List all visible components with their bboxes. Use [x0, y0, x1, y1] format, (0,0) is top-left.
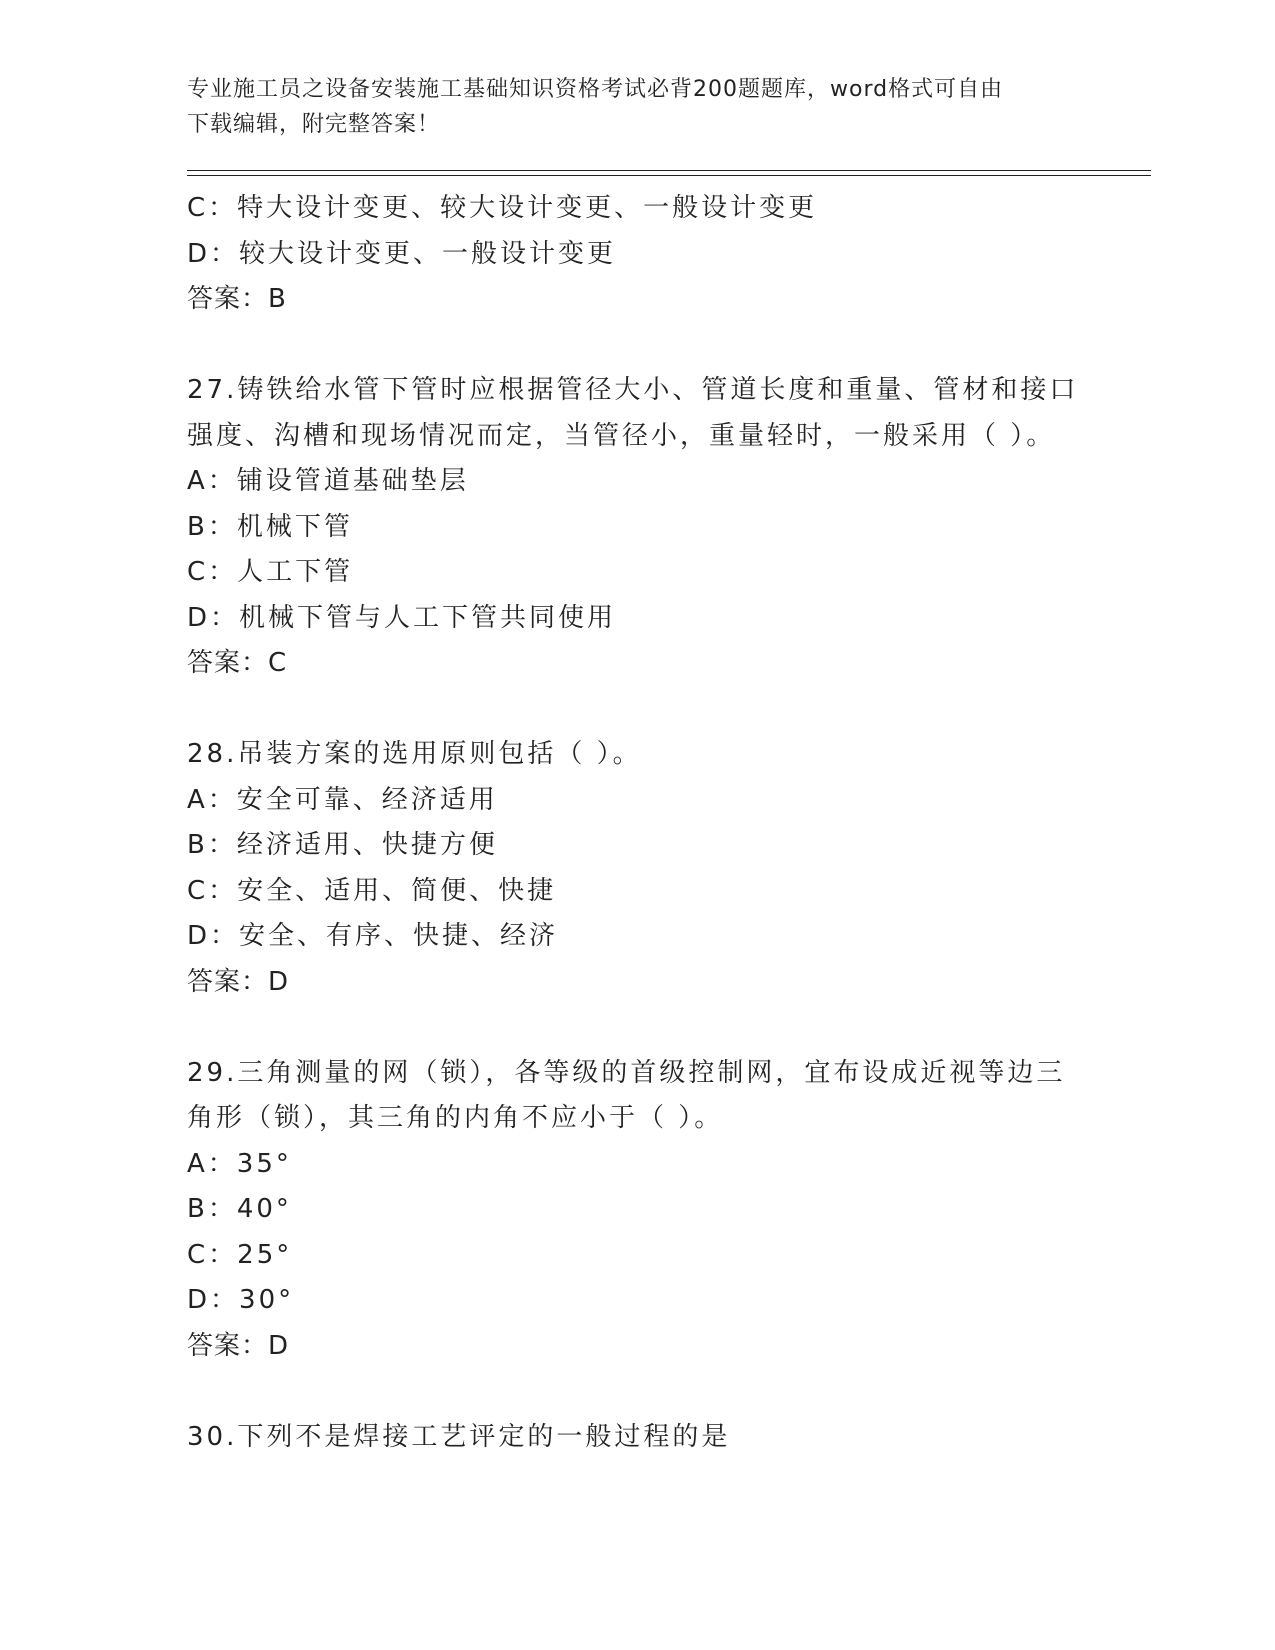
option-c: C：25°	[187, 1239, 293, 1270]
question-stem-line: 28.吊装方案的选用原则包括（ ）。	[187, 739, 642, 769]
question-27	[187, 368, 1087, 687]
answer-line: 答案：B	[187, 284, 287, 314]
document-header	[187, 72, 1087, 142]
answer-line: 答案：D	[187, 966, 290, 997]
option-a: A：安全可靠、经济适用	[187, 784, 498, 815]
question-28	[187, 732, 1087, 1005]
option-d: D：机械下管与人工下管共同使用	[187, 602, 617, 633]
option-b: B：机械下管	[187, 511, 353, 542]
continued-question	[187, 186, 1087, 323]
question-stem-line: 角形（锁），其三角的内角不应小于（ ）。	[187, 1103, 724, 1133]
option-d: D：安全、有序、快捷、经济	[187, 921, 559, 951]
question-stem-line: 30.下列不是焊接工艺评定的一般过程的是	[187, 1421, 731, 1452]
spacer	[187, 323, 1087, 369]
spacer	[187, 1005, 1087, 1051]
option-a: A：铺设管道基础垫层	[187, 466, 469, 496]
option-c: C：人工下管	[187, 557, 354, 587]
spacer	[187, 1369, 1087, 1415]
question-stem-line: 27.铸铁给水管下管时应根据管径大小、管道长度和重量、管材和接口	[187, 375, 1079, 405]
question-29	[187, 1051, 1087, 1370]
header-title-line-2: 下载编辑，附完整答案！	[187, 112, 441, 137]
spacer	[187, 687, 1087, 733]
answer-line: 答案：D	[187, 1330, 290, 1361]
option-a: A：35°	[187, 1148, 292, 1179]
answer-line: 答案：C	[187, 648, 288, 678]
header-title-line-1: 专业施工员之设备安装施工基础知识资格考试必背200题题库，word格式可自由	[187, 77, 1004, 102]
option-b: B：经济适用、快捷方便	[187, 830, 498, 860]
option-d: D：较大设计变更、一般设计变更	[187, 238, 617, 269]
question-30	[187, 1415, 1087, 1461]
option-c: C：安全、适用、简便、快捷	[187, 875, 557, 906]
header-divider-top	[187, 170, 1151, 171]
header-divider-bottom	[187, 175, 1151, 176]
question-stem-line: 强度、沟槽和现场情况而定，当管径小，重量轻时，一般采用（ ）。	[187, 420, 1056, 451]
question-content	[187, 186, 1087, 1460]
option-c: C：特大设计变更、较大设计变更、一般设计变更	[187, 193, 818, 223]
question-stem-line: 29.三角测量的网（锁），各等级的首级控制网，宜布设成近视等边三	[187, 1057, 1066, 1088]
option-d: D：30°	[187, 1285, 295, 1315]
option-b: B：40°	[187, 1194, 292, 1224]
